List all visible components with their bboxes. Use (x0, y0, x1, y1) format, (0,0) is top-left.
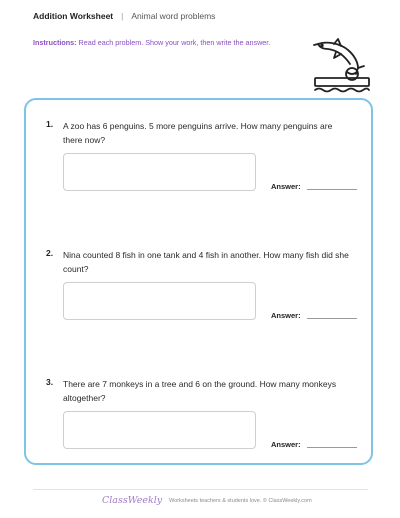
question-number: 2. (46, 248, 54, 258)
answer-label: Answer: (271, 182, 301, 191)
instructions-label: Instructions: (33, 38, 77, 47)
answer-line[interactable] (307, 189, 357, 190)
answer-label: Answer: (271, 311, 301, 320)
work-area[interactable] (63, 411, 256, 449)
footer (102, 495, 312, 506)
question-text: There are 7 monkeys in a tree and 6 on the ground. How many monkeys altogether? (63, 379, 337, 403)
question-number: 1. (46, 119, 54, 129)
answer-line[interactable] (307, 318, 357, 319)
work-area[interactable] (63, 282, 256, 320)
instructions-text: Read each problem. Show your work, then write the answer. (78, 38, 271, 47)
header-separator: | (121, 11, 124, 21)
work-area[interactable] (63, 153, 256, 191)
instructions (33, 38, 270, 47)
dolphin-jumping-icon (312, 36, 372, 96)
question-number: 3. (46, 377, 54, 387)
worksheet-header (33, 11, 215, 21)
answer-label: Answer: (271, 440, 301, 449)
answer-line[interactable] (307, 447, 357, 448)
brand-logo: ClassWeekly (102, 495, 163, 506)
question-text: A zoo has 6 penguins. 5 more penguins arrive. How many penguins are there now? (63, 121, 333, 145)
question-text: Nina counted 8 fish in one tank and 4 fish in another. How many fish did she count? (63, 250, 349, 274)
worksheet-subtitle: Animal word problems (131, 11, 216, 21)
problems-frame (24, 98, 373, 465)
worksheet-title: Addition Worksheet (33, 11, 114, 21)
footer-tagline: Worksheets teachers & students love. © ClassWeekly.com (169, 497, 312, 504)
footer-divider (33, 489, 368, 490)
